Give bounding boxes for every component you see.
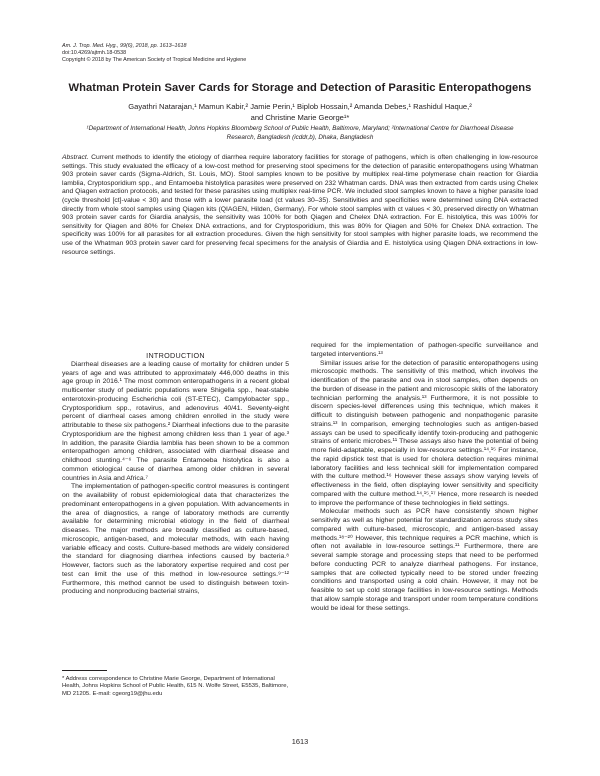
- author-list: [60, 101, 540, 123]
- body-paragraph: The implementation of pathogen-specific control measures is contingent on the availability of robust epidemiological data that characterizes the predominant enteropathogens in a given population. With advancements in the area of diagnostics, a range of laboratory methods are currently available for determining microbial etiology in the field of diarrheal diseases. The major methods are broadly classified as culture-based, microscopic, antigen-based, and molecular methods, with each having variable efficacy and costs. Culture-based methods are widely considered the standard for diagnosing diarrhea infections caused by bacteria.⁸ However, factors such as the laboratory expertise required and cost per test can limit the use of this method in low-resource settings.⁹⁻¹² Furthermore, this method cannot be used to distinguish between toxin-producing and nonproducing bacterial strains,: [62, 483, 289, 596]
- right-column: [311, 342, 538, 613]
- journal-citation: Am. J. Trop. Med. Hyg., 99(6), 2018, pp. 1613–1618: [62, 43, 187, 49]
- body-paragraph: Diarrheal diseases are a leading cause of mortality for children under 5 years of age and was attributed to approximately 446,000 deaths in this age group in 2016.¹ The most common enteropathogens in a recent global multicenter study of pediatric populations were Shigella spp., heat-stable enterotoxin-producing Escherichia coli (ST-ETEC), Campylobacter spp., Cryptosporidium spp., rotavirus, and adenovirus 40/41. Seventy-eight percent of diarrheal cases among children enrolled in the study were attributable to these six pathogens.² Diarrheal infections due to the parasite Cryptosporidium are the highest among children less than 1 year of age.³ In addition, the parasite Giardia lamblia has been shown to be a common enteropathogen among children, associated with diarrheal disease and childhood stunting.⁴⁻⁶ The parasite Entamoeba histolytica is also a common etiological cause of diarrhea among older children in several countries in Asia and Africa.⁷: [62, 360, 289, 482]
- left-column: [62, 352, 289, 597]
- body-paragraph: Similar issues arise for the detection of parasitic enteropathogens using microscopic methods. The sensitivity of this method, which involves the identification of the parasite and ova in stool samples, often depends on the burden of disease in the patient and microscopic skills of the laboratory technician performing the analysis.¹³ Furthermore, it is not possible to discern species-level differences using this technique, which makes it difficult to distinguish between pathogenic and nonpathogenic parasite strains.¹³ In comparison, emerging technologies such as antigen-based assays can be used to specifically identify toxin-producing and pathogenic strains of enteric microbes.¹¹ These assays also have the potential of being more field-adaptable, especially in low-resource settings.¹⁴,¹⁵ For instance, the rapid dipstick test that is used for cholera detection requires minimal laboratory facilities and less technical skill for implementation compared with the culture method.¹⁶ However these assays show varying levels of effectiveness in the field, often displaying lower sensitivity and specificity compared with the culture method.¹⁴,¹⁵,¹⁷ Hence, more research is needed to improve the performance of these technologies in field settings.: [311, 359, 538, 507]
- abstract-text: Current methods to identify the etiology of diarrhea require laboratory facilities for storage of pathogens, which is often challenging in low-resource settings. This study evaluated the efficacy of a low-cost method for preserving stool specimens for the detection of parasitic enteropathogens using Whatman 903 protein saver cards (Sigma-Aldrich, St. Louis, MO). Stool samples known to be positive by multiplex real-time polymerase chain reaction for Giardia lamblia, Cryptosporidium spp., and Entamoeba histolytica parasites were preserved on 232 Whatman cards. DNA was then extracted from cards using Chelex and Qiagen extraction protocols, and tested for these parasites using multiplex real-time PCR. We included stool samples known to have a higher parasite load (cycle threshold [ct]-value < 30) and those with a lower parasite load (ct values 30–35). Sensitivities and specificities were determined using DNA extracted directly from whole stool samples using Qiagen kits (QIAGEN, Hilden, Germany). For whole stool samples with ct values < 30, preserved directly on Whatman 903 protein saver cards for Giardia analysis, the sensitivity was 100% for both Qiagen and Chelex DNA extraction. For E. histolytica, this was 100% for sensitivity for Qiagen and 80% for Chelex DNA extractions, and for Cryptosporidium, this was 80% for Qiagen and 50% for Chelex DNA extraction. The specificity was 100% for all parasites for all extraction procedures. Given the high sensitivity for stool samples with higher parasite loads, we recommend the use of the Whatman 903 protein saver card for preserving fecal specimens for the analysis of Giardia and E. histolytica using Qiagen DNA extractions in low-resource settings.: [62, 154, 538, 256]
- journal-header: [62, 43, 246, 64]
- body-paragraph: Molecular methods such as PCR have consistently shown higher sensitivity as well as higher potential for standardization across study sites compared with culture-based, microscopic, and antigen-based assay methods.¹⁸⁻²⁰ However, this technique requires a PCR machine, which is often not available in low-resource settings.¹¹ Furthermore, there are several sample storage and processing steps that need to be performed before conducting PCR to analyze diarrheal pathogens. For instance, samples that are collected typically need to be stored under freezing conditions and transported using a cold chain. However, it may not be feasible to set up cold storage facilities in low-resource settings. Methods that allow sample storage and transport under room temperature conditions would be ideal for these settings.: [311, 508, 538, 612]
- page-number: 1613: [291, 737, 309, 746]
- body-paragraph: required for the implementation of pathogen-specific surveillance and targeted interventions.¹³: [311, 342, 538, 358]
- section-heading-introduction: INTRODUCTION: [146, 351, 205, 360]
- abstract: [62, 154, 538, 257]
- doi: doi:10.4269/ajtmh.18-0538: [62, 50, 127, 56]
- paper-title: Whatman Protein Saver Cards for Storage and Detection of Parasitic Enteropathogens: [68, 82, 532, 94]
- footnote-divider: [62, 670, 107, 671]
- correspondence-footnote: * Address correspondence to Christine Marie George, Department of International Health, Johns Hopkins School of Public Health, 615 N. Wolfe Street, E5535, Baltimore, MD 21205. E-mail: cgeorg19@jhu.edu: [62, 676, 289, 697]
- abstract-label: Abstract.: [62, 154, 89, 161]
- affiliations: ¹Department of International Health, Johns Hopkins Bloomberg School of Public Health, Baltimore, Maryland; ²International Centre for Diarrhoeal Disease Research, Bangladesh (icddr,b), Dhaka, Bangladesh: [86, 125, 514, 141]
- authors-line-1: Gayathri Natarajan,¹ Mamun Kabir,² Jamie Perin,¹ Biplob Hossain,² Amanda Debes,¹ Rashidul Haque,²: [128, 102, 472, 111]
- authors-line-2: and Christine Marie George¹*: [250, 113, 350, 122]
- copyright: Copyright © 2018 by The American Society of Tropical Medicine and Hygiene: [62, 57, 247, 63]
